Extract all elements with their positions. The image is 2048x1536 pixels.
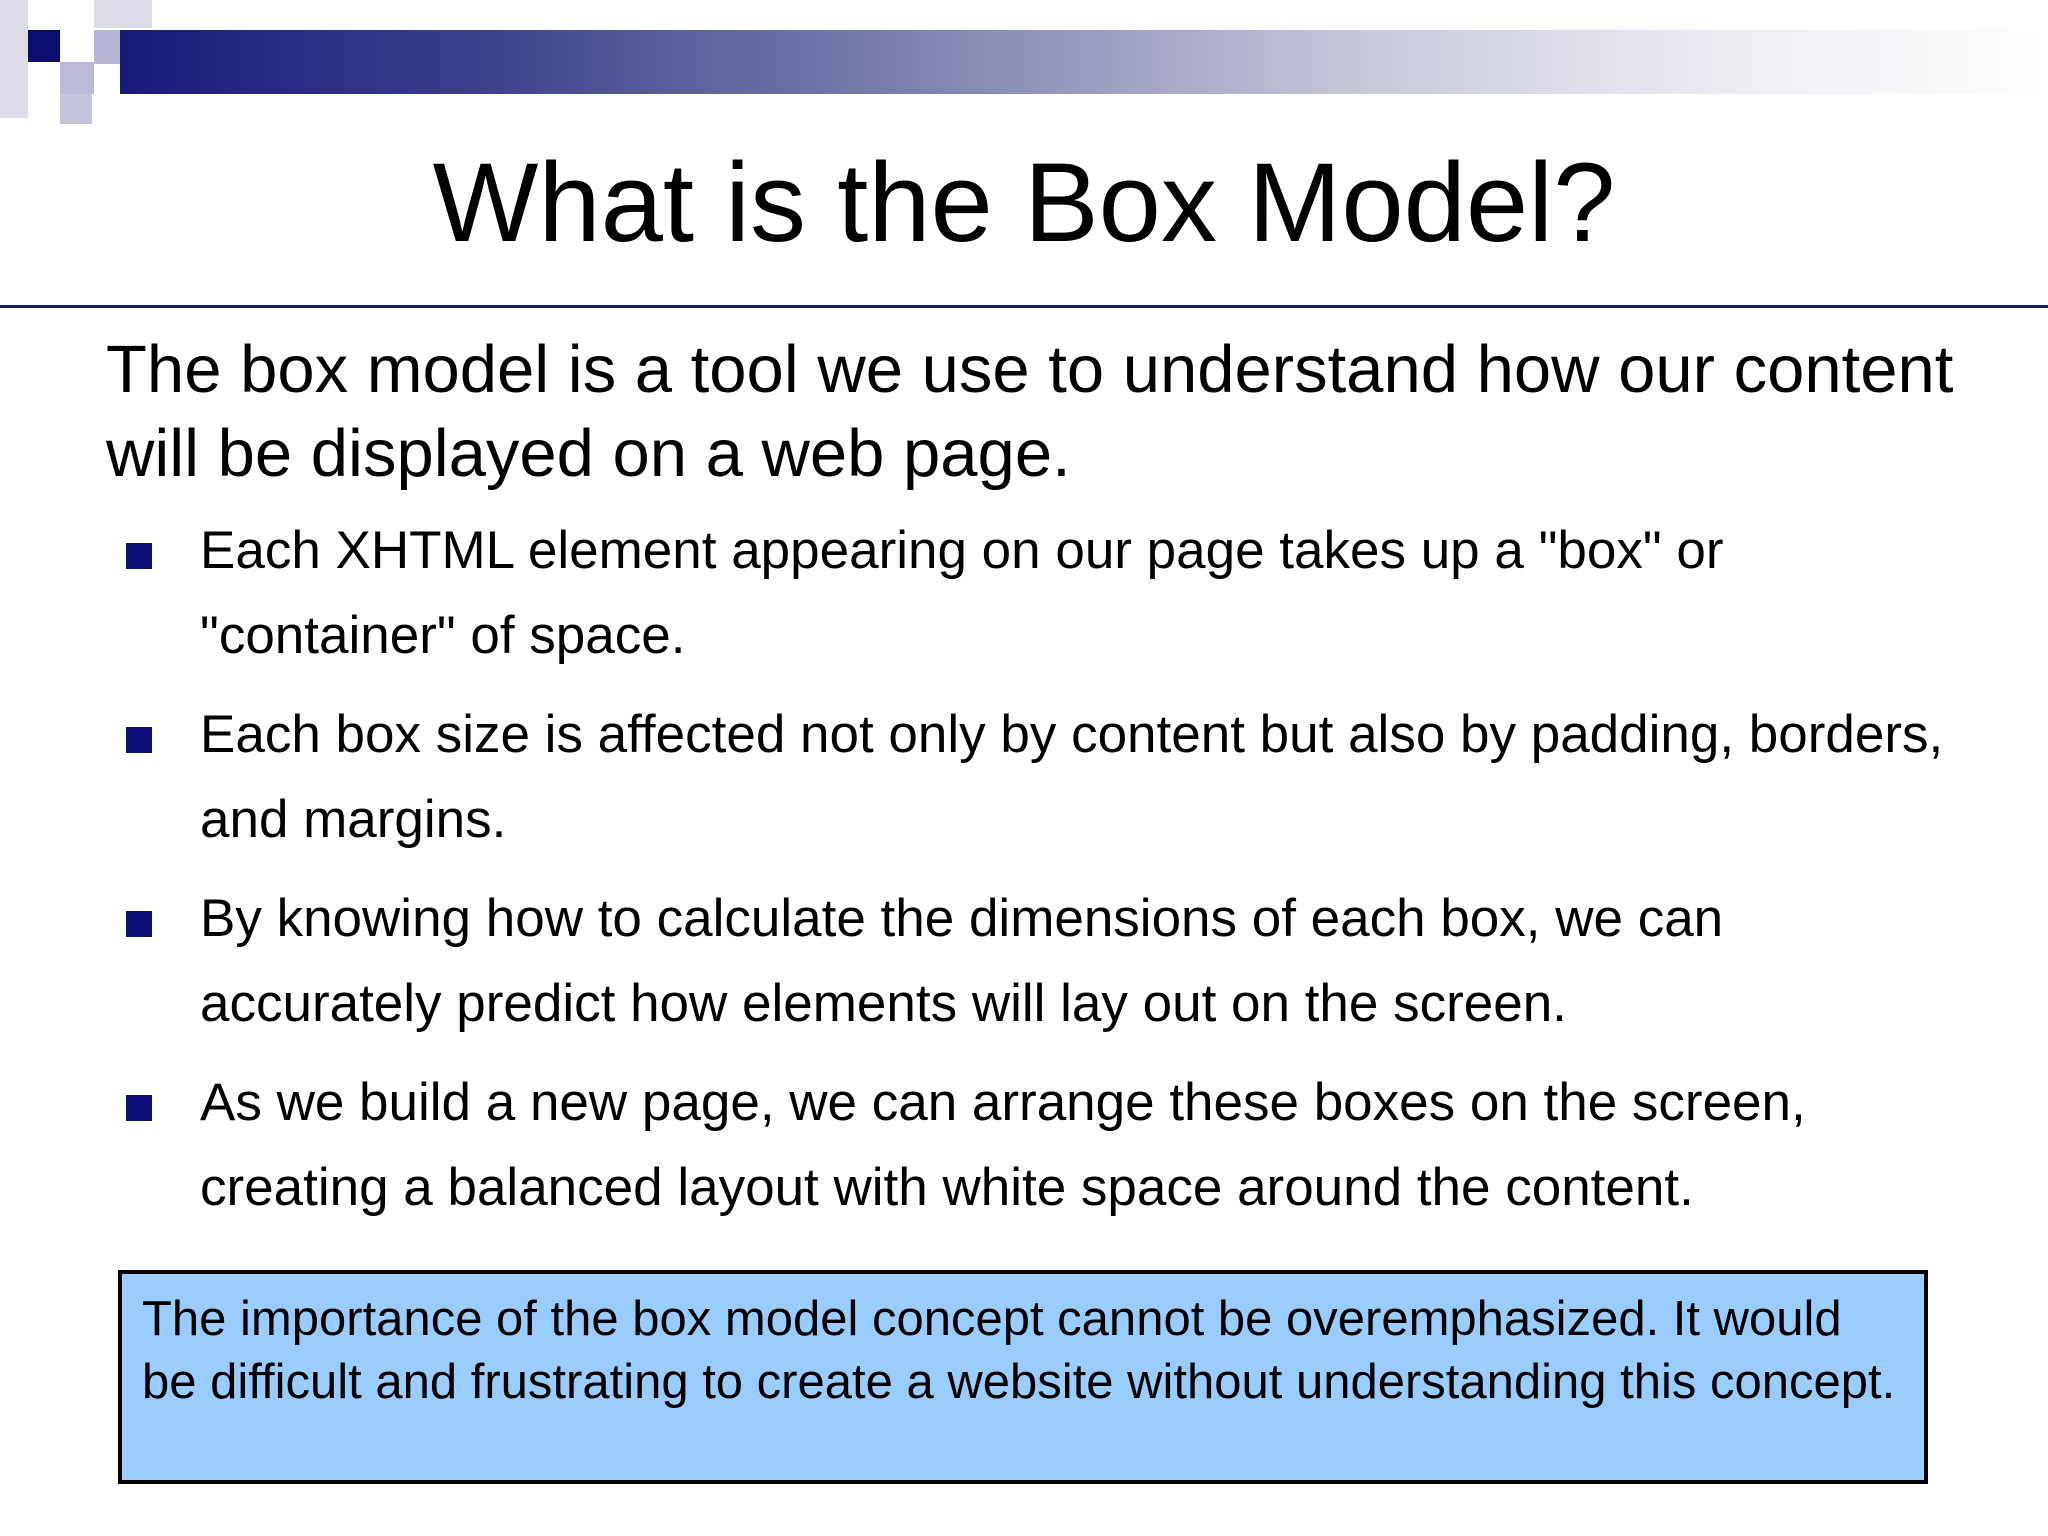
callout-box: The importance of the box model concept cannot be overemphasized. It would be difficult and frustrating to create a website without understanding this concept.	[118, 1270, 1928, 1484]
decorative-square	[60, 62, 94, 94]
decorative-square	[0, 0, 28, 118]
bullet-text: Each box size is affected not only by content but also by padding, borders, and margins.	[200, 705, 1944, 849]
bullet-item	[0, 1060, 1960, 1230]
bullet-text: Each XHTML element appearing on our page takes up a "box" or "container" of space.	[200, 521, 1724, 665]
square-bullet-icon	[126, 1095, 152, 1121]
bullet-text: By knowing how to calculate the dimensions of each box, we can accurately predict how elements will lay out on the screen.	[200, 889, 1724, 1033]
square-bullet-icon	[126, 911, 152, 937]
decorative-square	[94, 0, 152, 28]
title-divider	[0, 305, 2048, 308]
slide-title: What is the Box Model?	[432, 140, 1616, 265]
decorative-square	[28, 30, 60, 62]
bullet-list	[0, 508, 2048, 1244]
bullet-text: As we build a new page, we can arrange these boxes on the screen, creating a balanced layout with white space around the content.	[200, 1073, 1806, 1217]
square-bullet-icon	[126, 727, 152, 753]
square-bullet-icon	[126, 543, 152, 569]
intro-paragraph: The box model is a tool we use to understand how our content will be displayed on a web page.	[106, 332, 1954, 491]
bullet-item	[0, 692, 1960, 862]
bullet-item	[0, 508, 1960, 678]
bullet-item	[0, 876, 1960, 1046]
decorative-square	[60, 94, 92, 124]
header-gradient-band	[120, 30, 2048, 94]
